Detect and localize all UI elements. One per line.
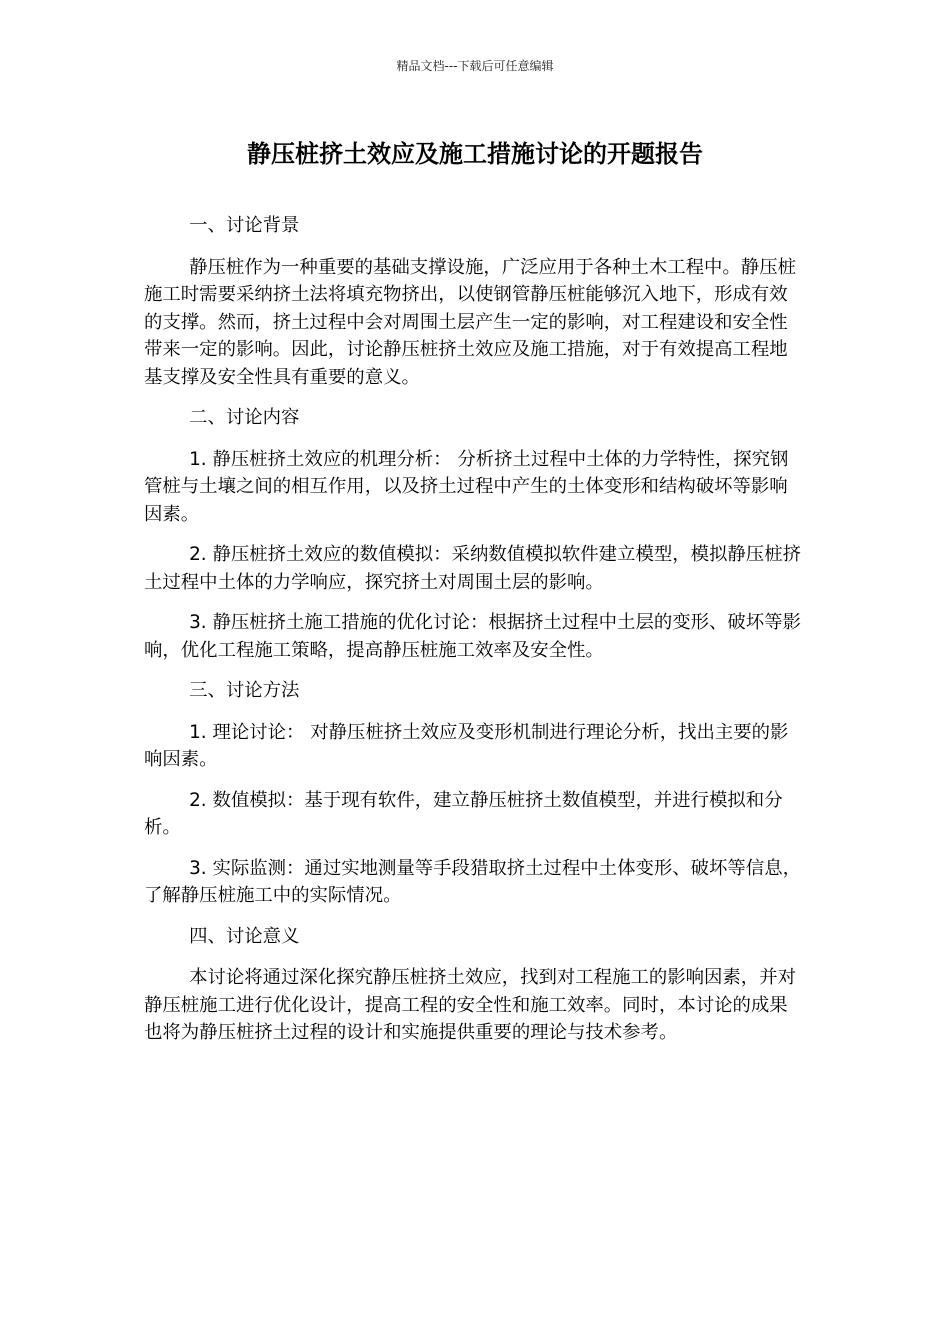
page-header: 精品文档---下载后可任意编辑 <box>396 59 554 73</box>
paragraph-content-1: 1. 静压桩挤土效应的机理分析： 分析挤土过程中土体的力学特性，探究钢管桩与土壤之间的相互作用，以及挤土过程中产生的土体变形和结构破坏等影响因素。 <box>144 448 789 525</box>
section-heading-significance: 四、讨论意义 <box>189 925 300 947</box>
paragraph-significance: 本讨论将通过深化探究静压桩挤土效应，找到对工程施工的影响因素，并对静压桩施工进行优化设计，提高工程的安全性和施工效率。同时，本讨论的成果也将为静压桩挤土过程的设计和实施提供重要的理论与技术参考。 <box>144 967 796 1043</box>
document-title: 静压桩挤土效应及施工措施讨论的开题报告 <box>247 140 703 168</box>
paragraph-methods-3: 3. 实际监测：通过实地测量等手段猎取挤土过程中土体变形、破坏等信息，了解静压桩施工中的实际情况。 <box>144 857 801 906</box>
paragraph-content-2: 2. 静压桩挤土效应的数值模拟：采纳数值模拟软件建立模型，模拟静压桩挤土过程中土体的力学响应，探究挤土对周围土层的影响。 <box>144 544 801 593</box>
section-heading-content: 二、讨论内容 <box>189 407 300 428</box>
paragraph-content-3: 3. 静压桩挤土施工措施的优化讨论：根据挤土过程中土层的变形、破坏等影响，优化工程施工策略，提高静压桩施工效率及安全性。 <box>144 612 801 661</box>
paragraph-background: 静压桩作为一种重要的基础支撑设施，广泛应用于各种土木工程中。静压桩施工时需要采纳挤土法将填充物挤出，以使钢管静压桩能够沉入地下，形成有效的支撑。然而，挤土过程中会对周围土层产生一定的影响，对工程建设和安全性带来一定的影响。因此，讨论静压桩挤土效应及施工措施，对于有效提高工程地基支撑及安全性具有重要的意义。 <box>144 256 796 388</box>
section-heading-methods: 三、讨论方法 <box>189 680 300 701</box>
section-heading-background: 一、讨论背景 <box>189 215 300 236</box>
paragraph-methods-1: 1. 理论讨论： 对静压桩挤土效应及变形机制进行理论分析，找出主要的影响因素。 <box>144 721 789 770</box>
paragraph-methods-2: 2. 数值模拟：基于现有软件，建立静压桩挤土数值模型，并进行模拟和分析。 <box>144 789 783 838</box>
document-body <box>144 212 806 1060</box>
